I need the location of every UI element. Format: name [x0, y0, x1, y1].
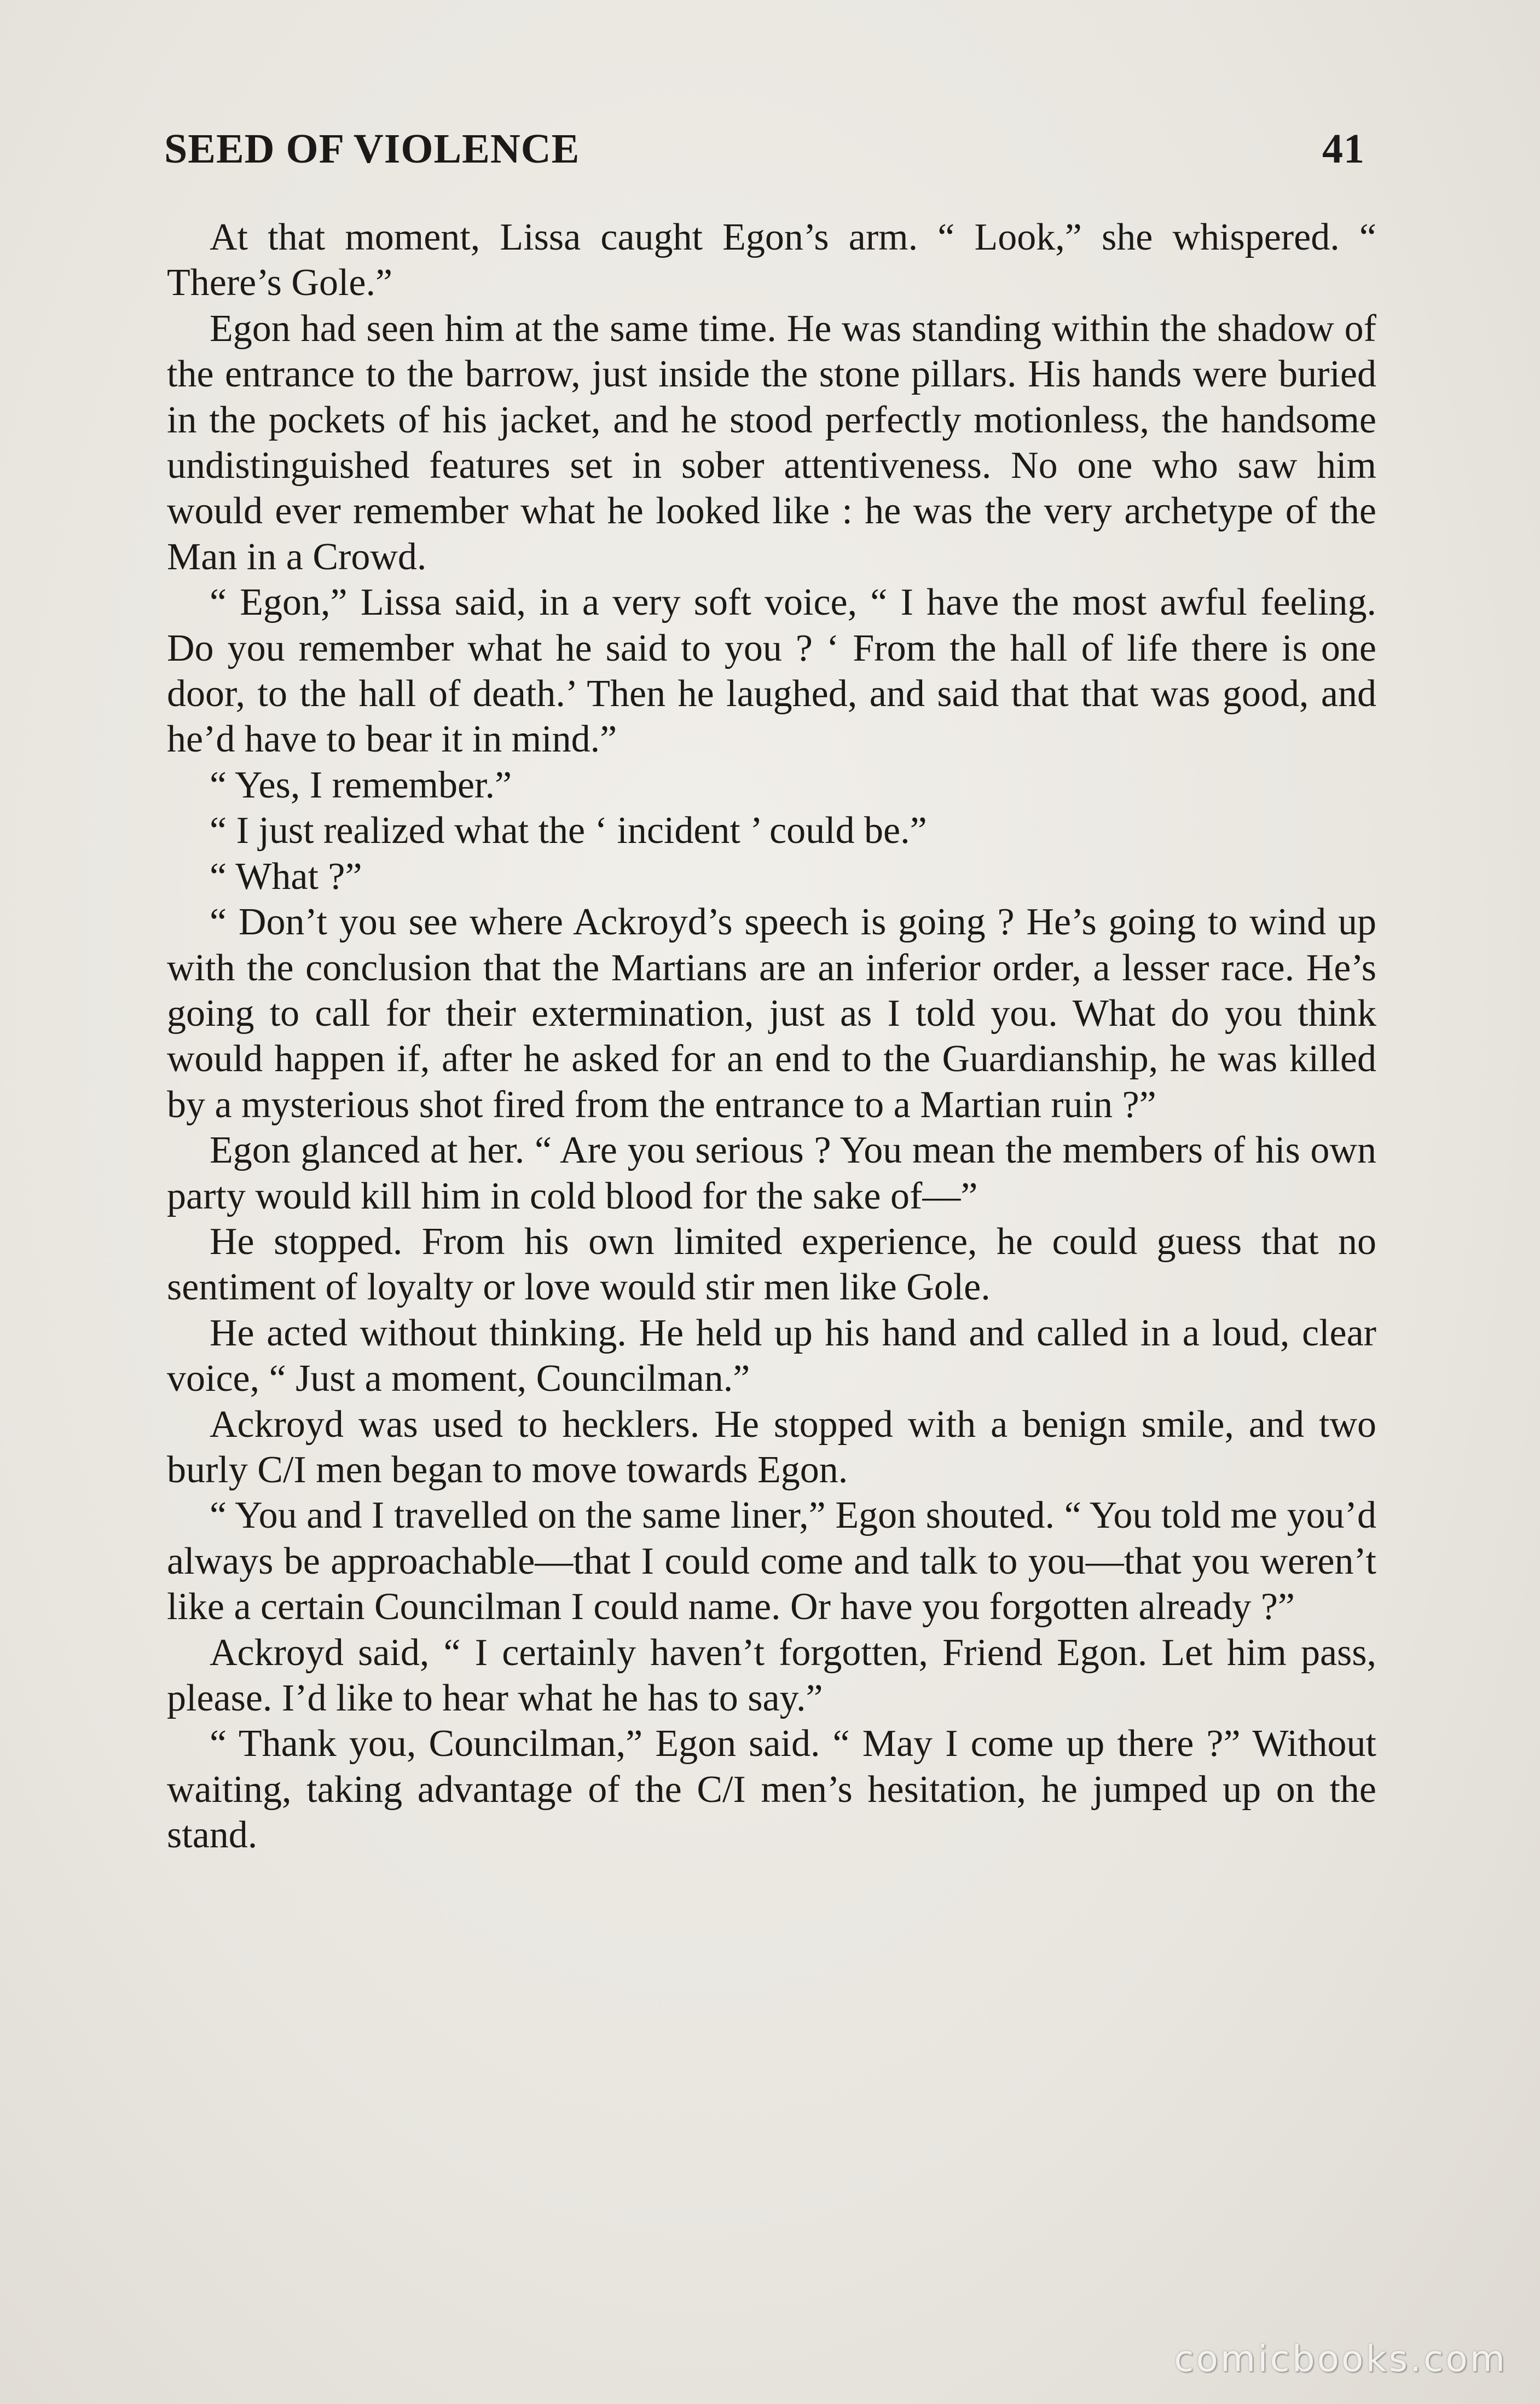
paragraph: He stopped. From his own limited experience, he could guess that no sentiment of loyalty or love would stir men like Gole. [167, 1220, 1376, 1309]
paragraph: Egon glanced at her. “ Are you serious ? You mean the members of his own party would kill him in cold blood for the sake of—” [167, 1129, 1376, 1217]
body-text [167, 215, 1376, 1858]
paragraph: “ Egon,” Lissa said, in a very soft voice, “ I have the most awful feeling. Do you remember what he said to you ? ‘ From the hall of life there is one door, to the hall of death.’ Then he laughed, and said that that was good, and he’d have to bear it in mind.” [167, 581, 1376, 761]
paragraph: “ Thank you, Councilman,” Egon said. “ May I come up there ?” Without waiting, taking advantage of the C/I men’s hesitation, he jumped up on the stand. [167, 1723, 1376, 1857]
page-number: 41 [1322, 126, 1365, 172]
paragraph: Ackroyd said, “ I certainly haven’t forgotten, Friend Egon. Let him pass, please. I’d like to hear what he has to say.” [167, 1631, 1376, 1719]
paragraph: “ I just realized what the ‘ incident ’ could be.” [210, 810, 927, 852]
paragraph: Ackroyd was used to hecklers. He stopped with a benign smile, and two burly C/I men began to move towards Egon. [167, 1403, 1376, 1491]
paragraph: “ Yes, I remember.” [210, 764, 512, 806]
paragraph: “ Don’t you see where Ackroyd’s speech is going ? He’s going to wind up with the conclusion that the Martians are an inferior order, a lesser race. He’s going to call for their extermination, just as I told you. What do you think would happen if, after he asked for an end to the Guardianship, he was killed by a mysterious shot fired from the entrance to a Martian ruin ?” [167, 901, 1376, 1126]
watermark: comicbooks.com [1174, 2338, 1507, 2380]
paragraph: At that moment, Lissa caught Egon’s arm. “ Look,” she whispered. “ There’s Gole.” [167, 216, 1376, 304]
paragraph: “ You and I travelled on the same liner,” Egon shouted. “ You told me you’d always be approachable—that I could come and talk to you—that you weren’t like a certain Councilman I could name. Or have you forgotten already ?” [167, 1494, 1376, 1628]
paragraph: He acted without thinking. He held up his hand and called in a loud, clear voice, “ Just a moment, Councilman.” [167, 1311, 1376, 1400]
paragraph: Egon had seen him at the same time. He was standing within the shadow of the entrance to the barrow, just inside the stone pillars. His hands were buried in the pockets of his jacket, and he stood perfectly motionless, the handsome undistinguished features set in sober attentiveness. No one who saw him would ever remember what he looked like : he was the very archetype of the Man in a Crowd. [167, 307, 1376, 578]
page-header [164, 122, 1365, 176]
running-title: SEED OF VIOLENCE [164, 126, 580, 172]
paragraph: “ What ?” [210, 855, 362, 898]
